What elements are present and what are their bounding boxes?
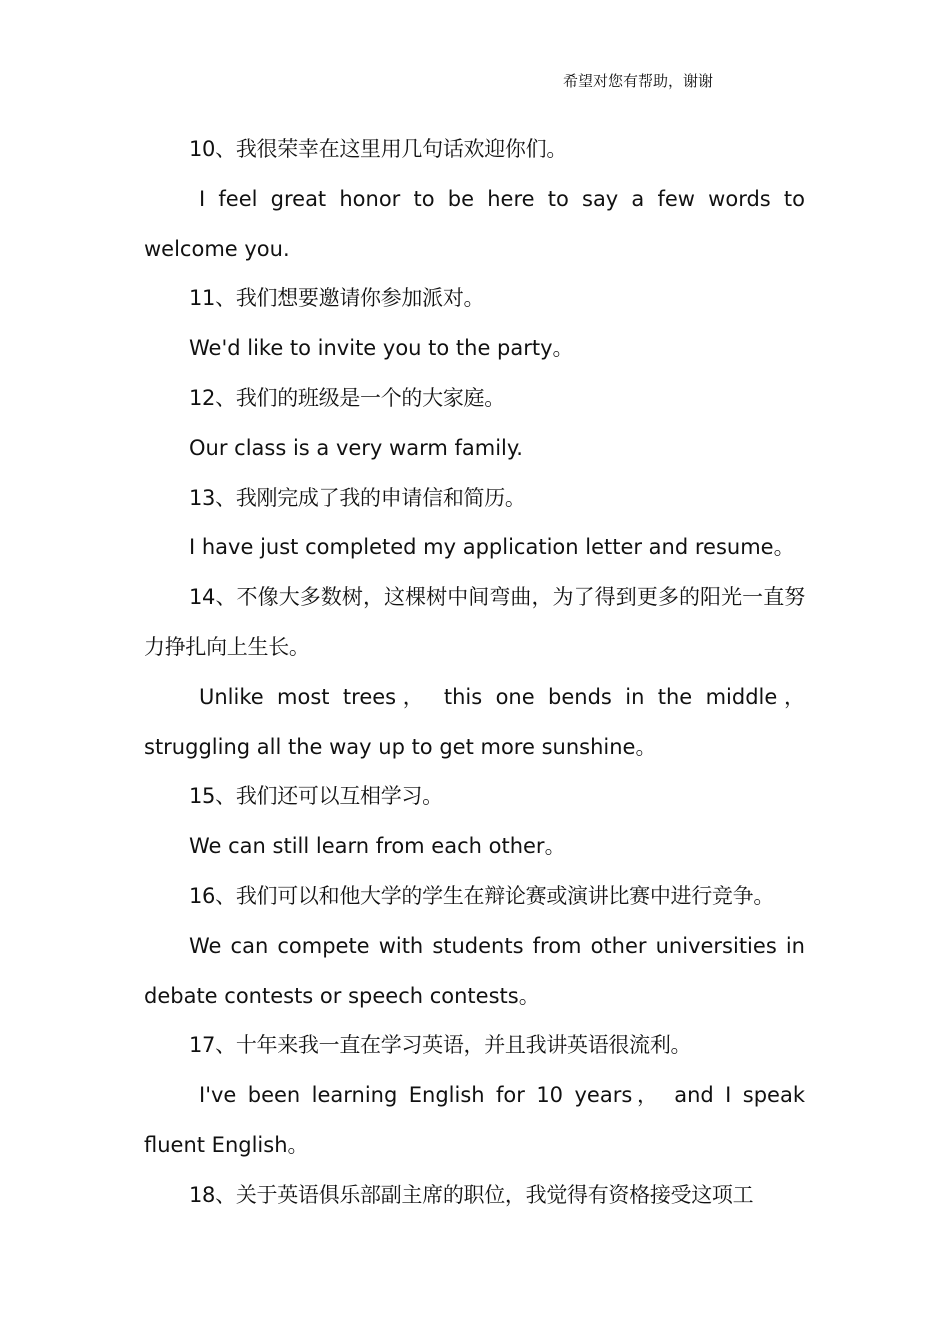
- sentence-12-english: Our class is a very warm family.: [189, 435, 523, 460]
- sentence-15-english: We can still learn from each other。: [189, 834, 566, 859]
- sentence-14-english: Unlike most trees， this one bends in the middle，struggling all the way up to get more sunshine。: [144, 684, 805, 759]
- sentence-10-english: I feel great honor to be here to say a few words to welcome you.: [144, 186, 805, 261]
- sentence-11-english: We'd like to invite you to the party。: [189, 336, 574, 361]
- sentence-16-english: We can compete with students from other universities in debate contests or speech contests。: [144, 933, 805, 1008]
- sentence-17-english: I've been learning English for 10 years， and I speak fluent English。: [144, 1083, 805, 1157]
- sentence-16-chinese: 16、我们可以和他大学的学生在辩论赛或演讲比赛中进行竞争。: [189, 883, 775, 908]
- sentence-13-english: I have just completed my application letter and resume。: [189, 535, 795, 560]
- sentence-11-chinese: 11、我们想要邀请你参加派对。: [189, 286, 485, 311]
- sentence-13-chinese: 13、我刚完成了我的申请信和简历。: [189, 485, 526, 510]
- header-note: 希望对您有帮助，谢谢: [563, 72, 714, 90]
- sentence-10-chinese: 10、我很荣幸在这里用几句话欢迎你们。: [189, 137, 568, 161]
- sentence-12-chinese: 12、我们的班级是一个的大家庭。: [189, 385, 505, 410]
- sentence-18-chinese: 18、关于英语俱乐部副主席的职位，我觉得有资格接受这项工: [189, 1182, 754, 1207]
- sentence-15-chinese: 15、我们还可以互相学习。: [189, 784, 443, 809]
- sentence-17-chinese: 17、十年来我一直在学习英语，并且我讲英语很流利。: [189, 1033, 692, 1058]
- sentence-14-chinese: 14、不像大多数树，这棵树中间弯曲，为了得到更多的阳光一直努力挣扎向上生长。: [144, 585, 805, 659]
- document-body: [144, 125, 805, 1221]
